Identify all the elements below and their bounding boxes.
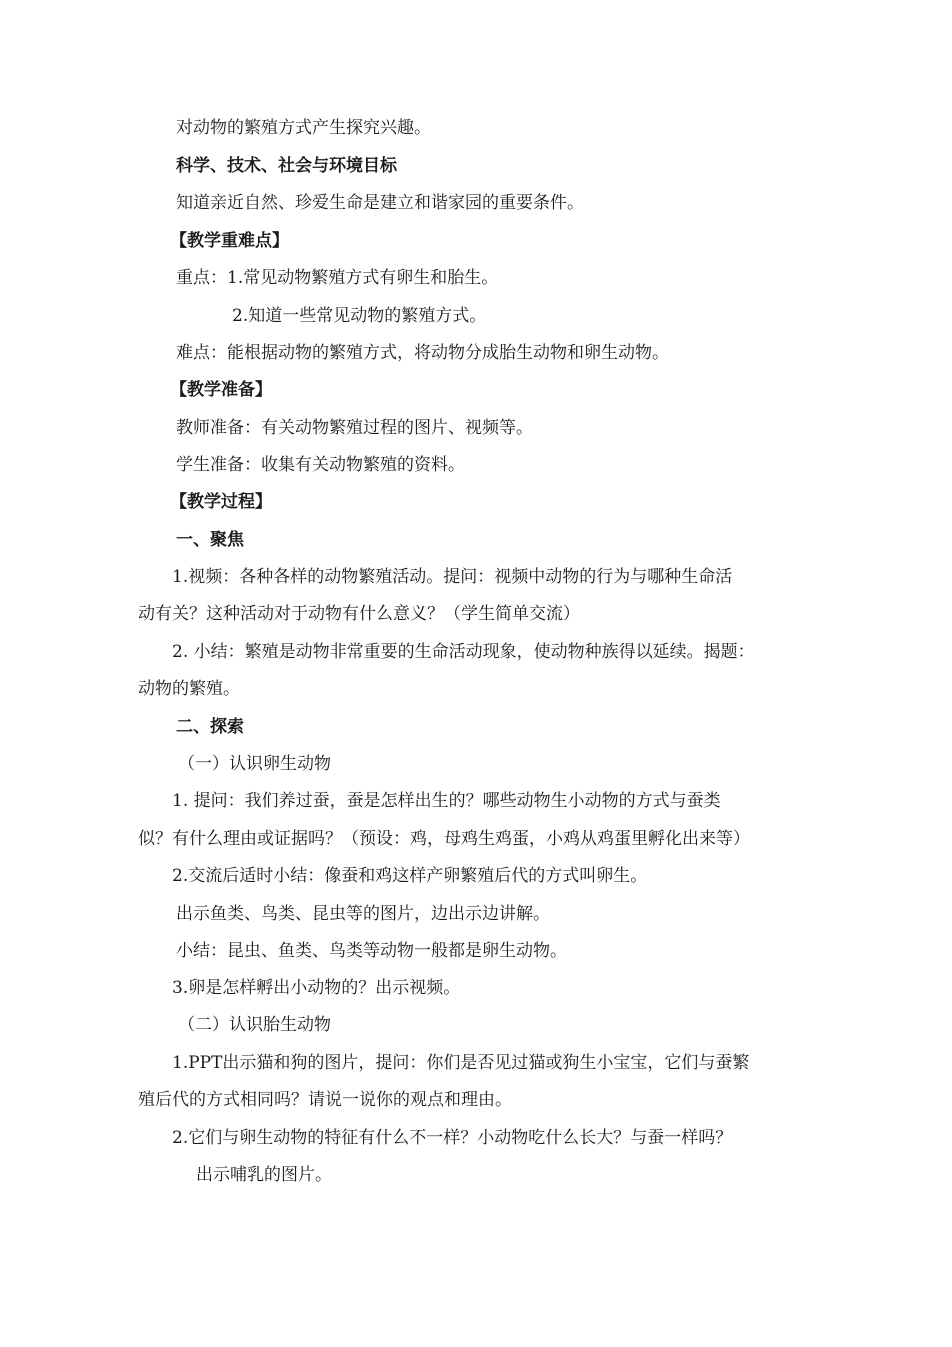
text-line: 出示鱼类、鸟类、昆虫等的图片，边出示边讲解。 — [176, 904, 550, 924]
text-line: 2.知道一些常见动物的繁殖方式。 — [232, 306, 487, 326]
text-line: 2. 小结：繁殖是动物非常重要的生命活动现象，使动物种族得以延续。揭题： — [172, 642, 755, 662]
section-heading: 科学、技术、社会与环境目标 — [176, 156, 397, 176]
text-line: 似？有什么理由或证据吗？（预设：鸡，母鸡生鸡蛋，小鸡从鸡蛋里孵化出来等） — [138, 829, 750, 849]
text-line: 对动物的繁殖方式产生探究兴趣。 — [176, 118, 431, 138]
section-heading: 【教学准备】 — [170, 380, 272, 400]
section-heading: 二、探索 — [176, 717, 244, 737]
section-heading: 一、聚焦 — [176, 530, 244, 550]
text-line: 动有关？这种活动对于动物有什么意义？（学生简单交流） — [138, 604, 580, 624]
text-line: 1.PPT出示猫和狗的图片，提问：你们是否见过猫或狗生小宝宝，它们与蚕繁 — [172, 1053, 750, 1073]
text-line: 殖后代的方式相同吗？请说一说你的观点和理由。 — [138, 1090, 512, 1110]
text-line: 重点：1.常见动物繁殖方式有卵生和胎生。 — [176, 268, 499, 288]
text-line: 出示哺乳的图片。 — [196, 1165, 332, 1185]
text-line: 动物的繁殖。 — [138, 679, 240, 699]
text-line: 1.视频：各种各样的动物繁殖活动。提问：视频中动物的行为与哪种生命活 — [172, 567, 733, 587]
text-line: 难点：能根据动物的繁殖方式，将动物分成胎生动物和卵生动物。 — [176, 343, 669, 363]
text-line: 3.卵是怎样孵出小动物的？出示视频。 — [172, 978, 461, 998]
text-line: 知道亲近自然、珍爱生命是建立和谐家园的重要条件。 — [176, 193, 584, 213]
text-line: 小结：昆虫、鱼类、鸟类等动物一般都是卵生动物。 — [176, 941, 567, 961]
text-line: 1. 提问：我们养过蚕，蚕是怎样出生的？哪些动物生小动物的方式与蚕类 — [172, 791, 721, 811]
text-line: 教师准备：有关动物繁殖过程的图片、视频等。 — [176, 418, 533, 438]
section-heading: 【教学过程】 — [170, 492, 272, 512]
text-line: （一）认识卵生动物 — [178, 754, 331, 774]
text-line: 学生准备：收集有关动物繁殖的资料。 — [176, 455, 465, 475]
text-line: （二）认识胎生动物 — [178, 1015, 331, 1035]
text-line: 2.它们与卵生动物的特征有什么不一样？小动物吃什么长大？与蚕一样吗？ — [172, 1128, 733, 1148]
section-heading: 【教学重难点】 — [170, 231, 289, 251]
text-line: 2.交流后适时小结：像蚕和鸡这样产卵繁殖后代的方式叫卵生。 — [172, 866, 648, 886]
